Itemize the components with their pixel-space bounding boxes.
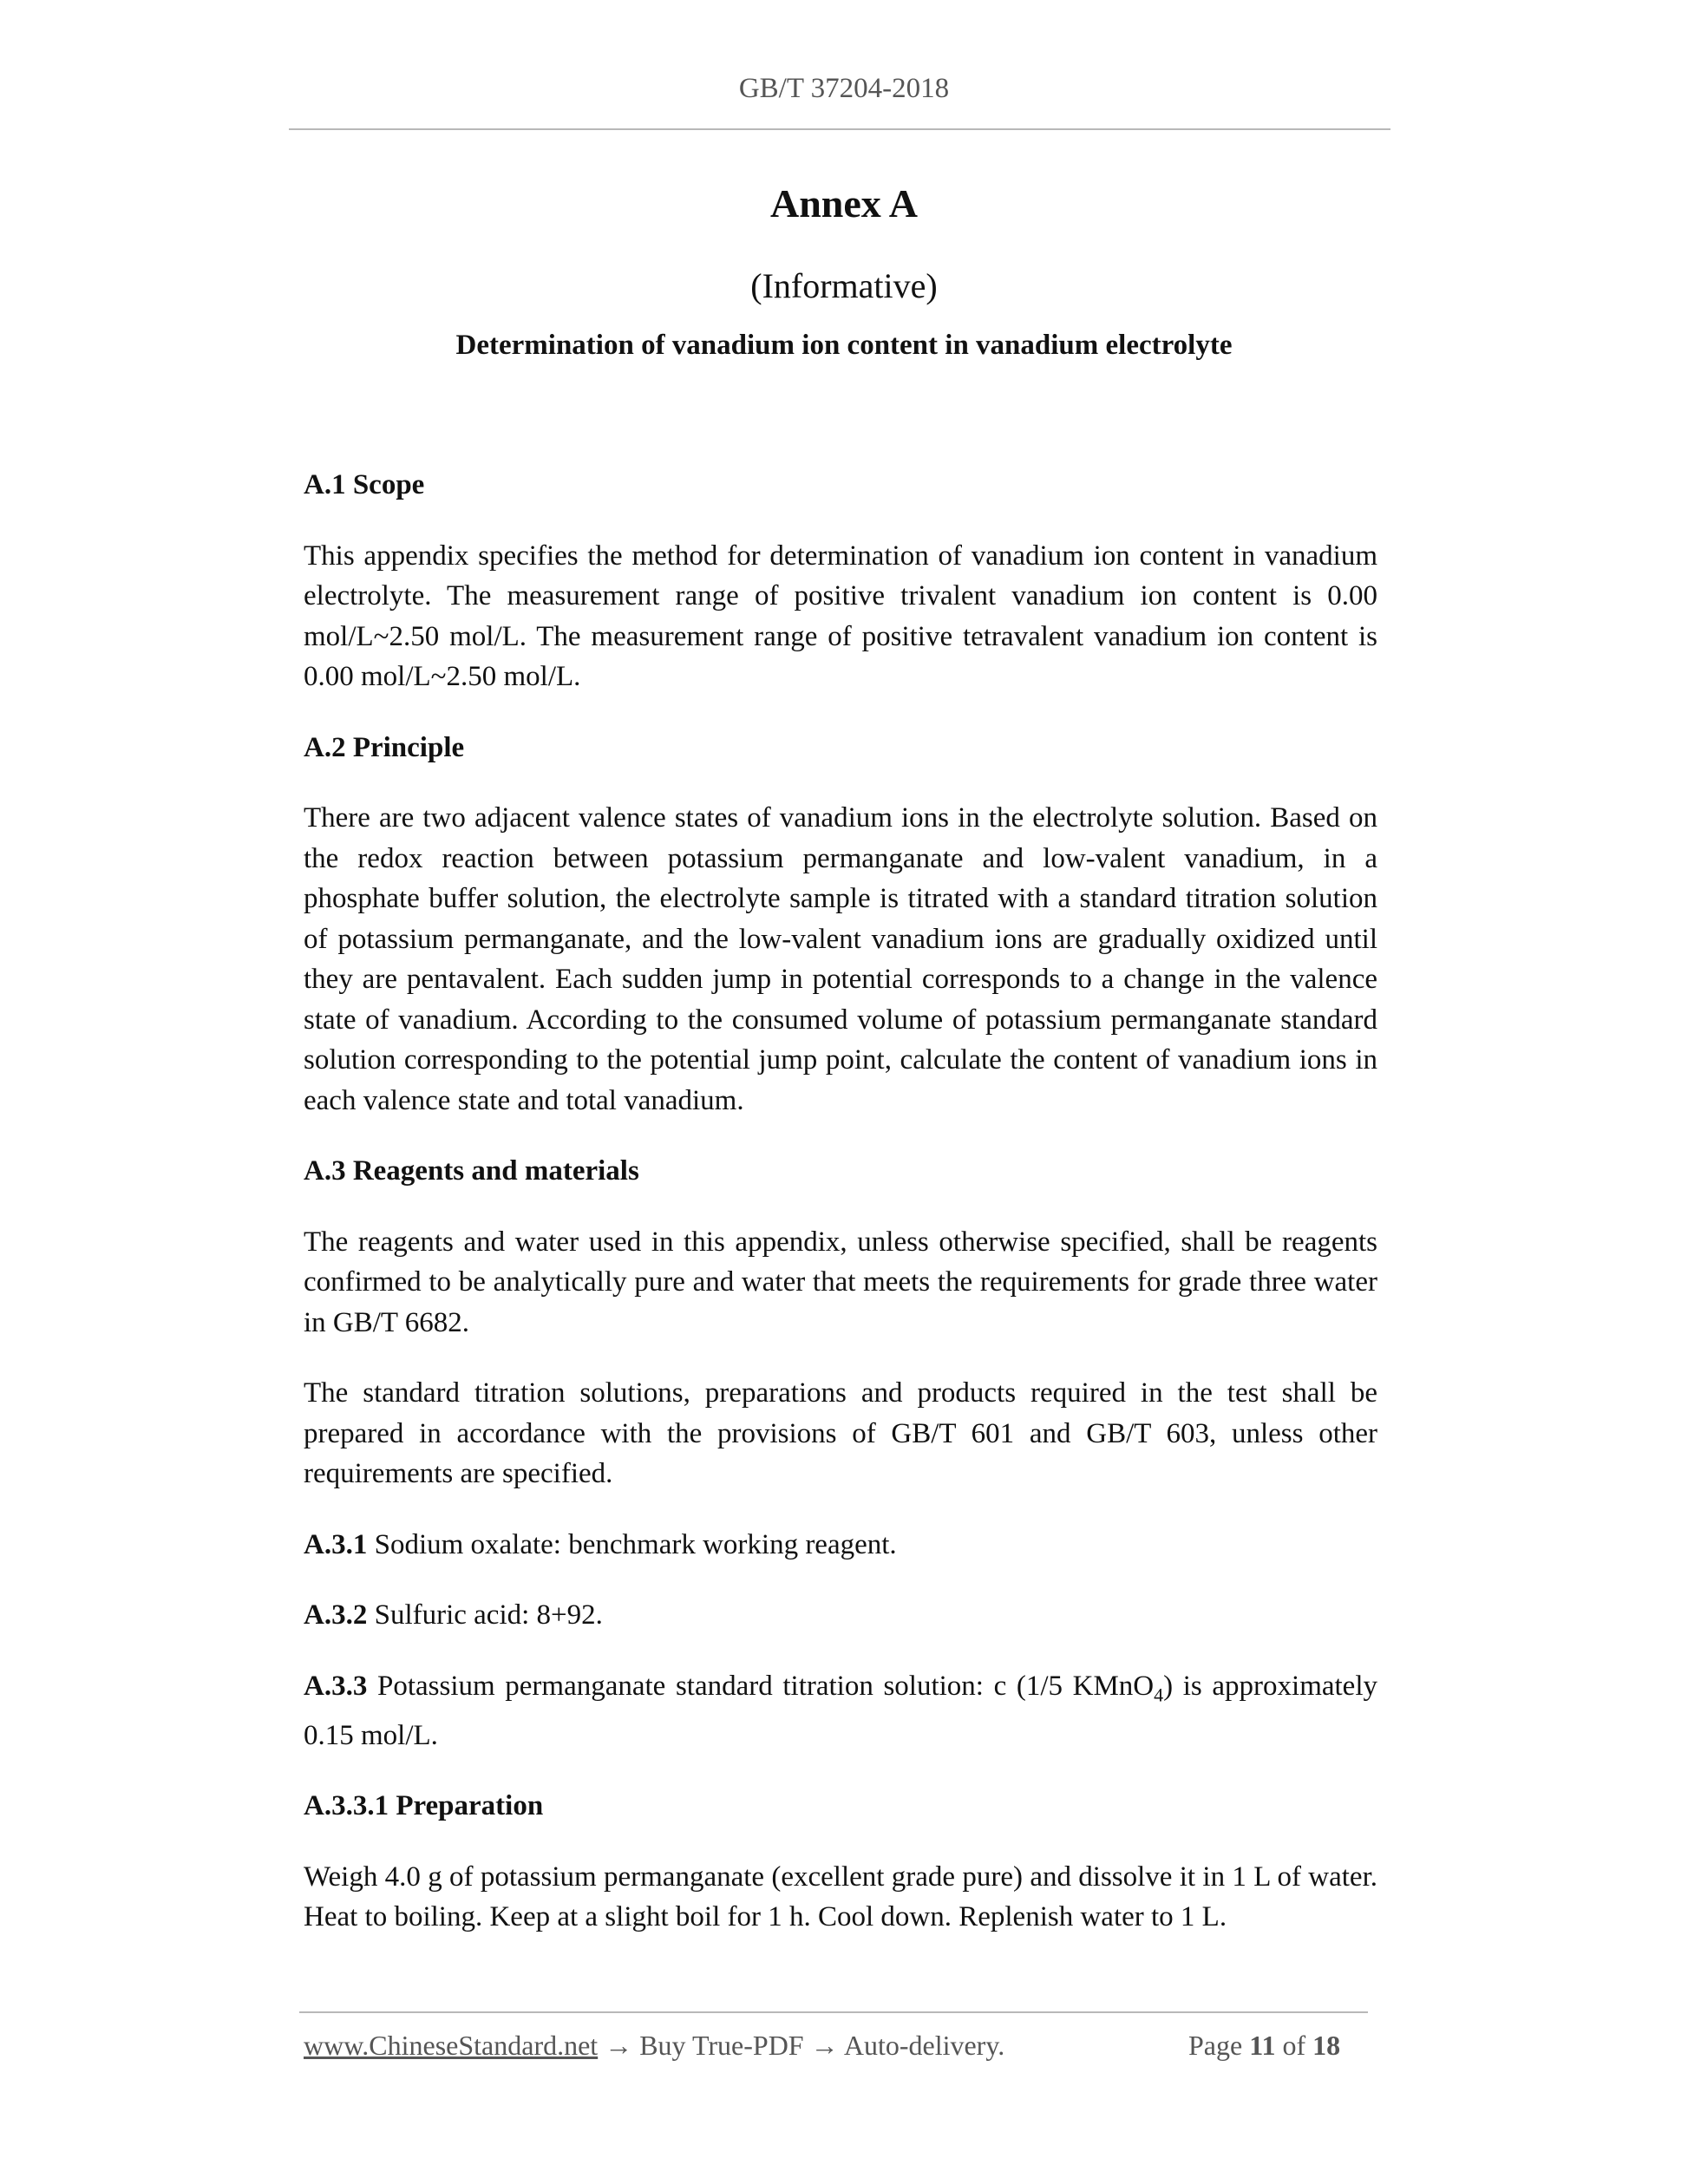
document-body — [304, 465, 1377, 1968]
arrow-right-icon: → — [810, 2030, 839, 2061]
page-total: 18 — [1312, 2030, 1341, 2061]
footer-promo — [304, 2030, 1004, 2062]
clause-number: A.3.3 — [304, 1670, 368, 1702]
paragraph-reagents-water: The reagents and water used in this appendix, unless otherwise specified, shall be reagents confirmed to be analytically pure and water that meets the requirements for grade three water in GB/T 6682. — [304, 1226, 1377, 1338]
clause-text: Sulfuric acid: 8+92. — [367, 1599, 603, 1631]
chemical-subscript: 4 — [1154, 1684, 1164, 1706]
clause-a3-2 — [304, 1595, 1377, 1636]
site-link[interactable]: www.ChineseStandard.net — [304, 2030, 599, 2061]
clause-a3-1 — [304, 1525, 1377, 1566]
paragraph-standard-solutions: The standard titration solutions, preparations and products required in the test shall be prepared in accordance with the provisions of GB/T 601 and GB/T 603, unless other requirements are specified. — [304, 1377, 1377, 1489]
clause-number: A.3.1 — [304, 1528, 368, 1560]
paragraph-scope: This appendix specifies the method for determination of vanadium ion content in vanadium electrolyte. The measurement range of positive trivalent vanadium ion content is 0.00 mol/L~2.50 mol/L. The measurement range of positive tetravalent vanadium ion content is 0.00 mol/L~2.50 mol/L. — [304, 539, 1377, 692]
delivery-text: Auto-delivery. — [843, 2030, 1005, 2061]
annex-title: Annex A — [770, 181, 918, 226]
clause-text: Sodium oxalate: benchmark working reagent. — [367, 1528, 897, 1560]
arrow-right-icon: → — [605, 2030, 633, 2061]
page-indicator — [1188, 2030, 1340, 2062]
section-heading-a3: A.3 Reagents and materials — [304, 1155, 639, 1187]
of-label: of — [1282, 2030, 1306, 2061]
page-current: 11 — [1249, 2030, 1276, 2061]
clause-text: ) is approximately 0.15 mol/L. — [304, 1670, 1377, 1751]
paragraph-preparation: Weigh 4.0 g of potassium permanganate (excellent grade pure) and dissolve it in 1 L of water. Heat to boiling. Keep at a slight boil for 1 h. Cool down. Replenish water to 1 L. — [304, 1860, 1377, 1933]
header-divider — [289, 128, 1390, 130]
header-standard-number: GB/T 37204-2018 — [738, 73, 950, 104]
annex-subtitle: Determination of vanadium ion content in vanadium electrolyte — [455, 330, 1233, 361]
buy-text: Buy True-PDF — [639, 2030, 804, 2061]
annex-type: (Informative) — [750, 266, 938, 305]
clause-text: Potassium permanganate standard titration solution: c (1/5 KMnO — [367, 1670, 1155, 1702]
section-heading-a1: A.1 Scope — [304, 469, 425, 500]
clause-a3-3 — [304, 1666, 1377, 1756]
section-heading-a2: A.2 Principle — [304, 731, 465, 763]
subsection-heading-a3-3-1: A.3.3.1 Preparation — [304, 1790, 544, 1822]
page-label: Page — [1188, 2030, 1243, 2061]
footer-divider — [299, 2011, 1368, 2013]
clause-number: A.3.2 — [304, 1599, 368, 1631]
paragraph-principle: There are two adjacent valence states of vanadium ions in the electrolyte solution. Based on the redox reaction between potassium permanganate and low-valent vanadium, in a phosphate buffer solution, the electrolyte sample is titrated with a standard titration solution of potassium permanganate, and the low-valent vanadium ions are gradually oxidized until they are pentavalent. Each sudden jump in potential corresponds to a change in the valence state of vanadium. According to the consumed volume of potassium permanganate standard solution corresponding to the potential jump point, calculate the content of vanadium ions in each valence state and total vanadium. — [304, 802, 1377, 1116]
